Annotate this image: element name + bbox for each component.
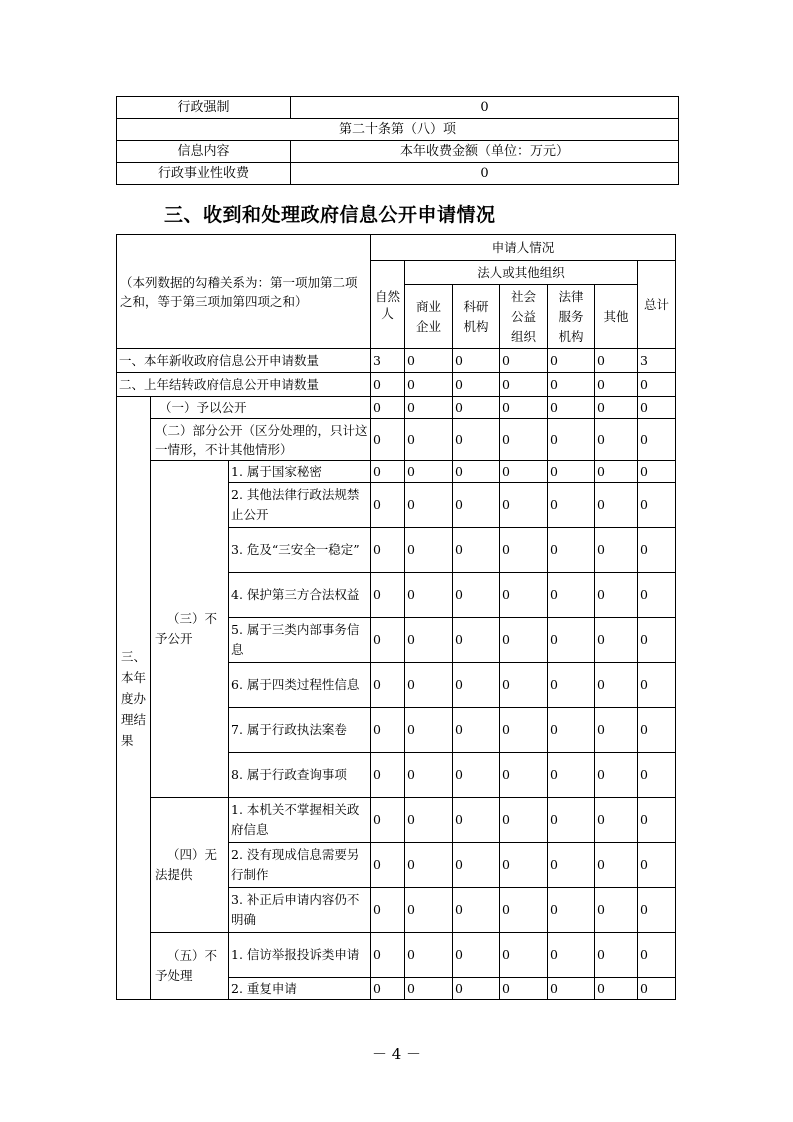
value-cell: 0 (595, 753, 638, 798)
value-cell: 0 (405, 933, 453, 978)
value-cell: 0 (638, 528, 676, 573)
value-cell: 0 (371, 528, 405, 573)
row-label: （二）部分公开（区分处理的，只计这一情形，不计其他情形） (151, 419, 371, 461)
value-cell: 0 (453, 397, 500, 419)
value-cell: 0 (500, 528, 548, 573)
value-cell: 0 (638, 888, 676, 933)
value-cell: 0 (638, 663, 676, 708)
row-label: 信息内容 (117, 141, 291, 163)
value-cell: 0 (371, 753, 405, 798)
value-cell: 0 (453, 888, 500, 933)
row-label: 1. 属于国家秘密 (229, 461, 371, 483)
row-label: 3. 补正后申请内容仍不明确 (229, 888, 371, 933)
value-cell: 0 (638, 708, 676, 753)
header-legal-group: 法人或其他组织 (405, 261, 638, 285)
value-cell: 0 (548, 753, 595, 798)
table-row (117, 119, 679, 141)
main-table (116, 234, 676, 1000)
header-note: （本列数据的勾稽关系为：第一项加第二项之和，等于第三项加第四项之和） (117, 235, 371, 349)
value-cell: 0 (548, 528, 595, 573)
row-label: 2. 其他法律行政法规禁止公开 (229, 483, 371, 528)
value-cell: 0 (371, 798, 405, 843)
table-row (117, 419, 676, 461)
value-cell: 0 (638, 933, 676, 978)
value-cell: 0 (595, 373, 638, 397)
value-cell: 0 (405, 708, 453, 753)
page-number: － 4 － (371, 1045, 422, 1063)
value-cell: 0 (638, 461, 676, 483)
table-row (117, 141, 679, 163)
value-cell: 0 (500, 349, 548, 373)
row-label: 3. 危及“三安全一稳定” (229, 528, 371, 573)
value-cell: 0 (500, 708, 548, 753)
value-cell: 0 (548, 798, 595, 843)
row-label: 二、上年结转政府信息公开申请数量 (117, 373, 371, 397)
row-label: 6. 属于四类过程性信息 (229, 663, 371, 708)
header-natural: 自然人 (371, 261, 405, 349)
value-cell: 0 (548, 663, 595, 708)
value-cell: 3 (638, 349, 676, 373)
value-cell: 0 (405, 419, 453, 461)
value-cell: 0 (371, 483, 405, 528)
value-cell: 0 (405, 978, 453, 1000)
group-label: （三）不予公开 (151, 461, 229, 798)
value-cell: 0 (453, 349, 500, 373)
value-cell: 0 (548, 618, 595, 663)
value-cell: 0 (371, 978, 405, 1000)
header-social: 社会公益组织 (500, 285, 548, 349)
value-cell: 0 (453, 528, 500, 573)
value-cell: 0 (371, 419, 405, 461)
value-cell: 0 (548, 461, 595, 483)
value-cell: 0 (548, 573, 595, 618)
value-cell: 0 (453, 461, 500, 483)
row-label: 2. 重复申请 (229, 978, 371, 1000)
value-cell: 0 (500, 573, 548, 618)
value-cell: 0 (453, 373, 500, 397)
value-cell: 0 (595, 461, 638, 483)
row-value: 本年收费金额（单位：万元） (291, 141, 679, 163)
value-cell: 0 (453, 483, 500, 528)
value-cell: 0 (548, 888, 595, 933)
row-label: 1. 本机关不掌握相关政府信息 (229, 798, 371, 843)
value-cell: 0 (405, 483, 453, 528)
value-cell: 0 (500, 933, 548, 978)
value-cell: 0 (371, 843, 405, 888)
value-cell: 0 (453, 419, 500, 461)
value-cell: 0 (453, 798, 500, 843)
value-cell: 0 (405, 798, 453, 843)
value-cell: 0 (500, 461, 548, 483)
table-row (117, 461, 676, 483)
value-cell: 0 (548, 708, 595, 753)
value-cell: 0 (638, 483, 676, 528)
value-cell: 0 (595, 483, 638, 528)
table-row (117, 235, 676, 261)
value-cell: 0 (595, 528, 638, 573)
header-other: 其他 (595, 285, 638, 349)
value-cell: 0 (453, 843, 500, 888)
row-value: 0 (291, 163, 679, 185)
value-cell: 0 (595, 397, 638, 419)
value-cell: 3 (371, 349, 405, 373)
row-label: 7. 属于行政执法案卷 (229, 708, 371, 753)
value-cell: 0 (638, 753, 676, 798)
value-cell: 0 (548, 933, 595, 978)
value-cell: 0 (500, 978, 548, 1000)
group-label: （五）不予处理 (151, 933, 229, 1000)
value-cell: 0 (595, 843, 638, 888)
value-cell: 0 (638, 573, 676, 618)
value-cell: 0 (500, 483, 548, 528)
value-cell: 0 (453, 663, 500, 708)
value-cell: 0 (638, 419, 676, 461)
value-cell: 0 (638, 618, 676, 663)
value-cell: 0 (548, 978, 595, 1000)
row-label: 5. 属于三类内部事务信息 (229, 618, 371, 663)
header-research: 科研机构 (453, 285, 500, 349)
value-cell: 0 (405, 349, 453, 373)
value-cell: 0 (371, 888, 405, 933)
value-cell: 0 (405, 528, 453, 573)
value-cell: 0 (371, 461, 405, 483)
value-cell: 0 (371, 663, 405, 708)
value-cell: 0 (500, 397, 548, 419)
table-row (117, 397, 676, 419)
table-row (117, 163, 679, 185)
value-cell: 0 (405, 573, 453, 618)
value-cell: 0 (595, 798, 638, 843)
row-label: 8. 属于行政查询事项 (229, 753, 371, 798)
row-span: 第二十条第（八）项 (117, 119, 679, 141)
table-row (117, 349, 676, 373)
value-cell: 0 (405, 888, 453, 933)
row-label: 2. 没有现成信息需要另行制作 (229, 843, 371, 888)
value-cell: 0 (595, 573, 638, 618)
value-cell: 0 (595, 888, 638, 933)
value-cell: 0 (405, 373, 453, 397)
row-label: 行政强制 (117, 97, 291, 119)
value-cell: 0 (638, 373, 676, 397)
value-cell: 0 (548, 349, 595, 373)
value-cell: 0 (371, 373, 405, 397)
value-cell: 0 (405, 843, 453, 888)
group-label: （四）无法提供 (151, 798, 229, 933)
value-cell: 0 (500, 663, 548, 708)
value-cell: 0 (548, 419, 595, 461)
value-cell: 0 (638, 397, 676, 419)
value-cell: 0 (595, 618, 638, 663)
value-cell: 0 (453, 933, 500, 978)
row-label: （一）予以公开 (151, 397, 371, 419)
value-cell: 0 (500, 888, 548, 933)
value-cell: 0 (638, 798, 676, 843)
value-cell: 0 (595, 708, 638, 753)
value-cell: 0 (548, 373, 595, 397)
row-label: 行政事业性收费 (117, 163, 291, 185)
table-row (117, 373, 676, 397)
value-cell: 0 (371, 933, 405, 978)
value-cell: 0 (500, 419, 548, 461)
value-cell: 0 (453, 708, 500, 753)
table-row (117, 97, 679, 119)
value-cell: 0 (405, 397, 453, 419)
table-row (117, 798, 676, 843)
value-cell: 0 (595, 663, 638, 708)
table-row (117, 933, 676, 978)
header-total: 总计 (638, 261, 676, 349)
value-cell: 0 (405, 663, 453, 708)
top-table (116, 96, 679, 185)
row-value: 0 (291, 97, 679, 119)
section-heading: 三、收到和处理政府信息公开申请情况 (164, 204, 496, 226)
value-cell: 0 (453, 753, 500, 798)
value-cell: 0 (638, 843, 676, 888)
value-cell: 0 (405, 461, 453, 483)
value-cell: 0 (371, 708, 405, 753)
value-cell: 0 (405, 618, 453, 663)
value-cell: 0 (500, 843, 548, 888)
value-cell: 0 (500, 373, 548, 397)
row-label: 一、本年新收政府信息公开申请数量 (117, 349, 371, 373)
header-commercial: 商业企业 (405, 285, 453, 349)
value-cell: 0 (371, 397, 405, 419)
header-applicant: 申请人情况 (371, 235, 676, 261)
section3-label: 三、本年度办理结果 (117, 397, 151, 1000)
value-cell: 0 (371, 573, 405, 618)
row-label: 4. 保护第三方合法权益 (229, 573, 371, 618)
value-cell: 0 (500, 798, 548, 843)
value-cell: 0 (595, 419, 638, 461)
header-legal-service: 法律服务机构 (548, 285, 595, 349)
value-cell: 0 (638, 978, 676, 1000)
value-cell: 0 (548, 397, 595, 419)
row-label: 1. 信访举报投诉类申请 (229, 933, 371, 978)
value-cell: 0 (405, 753, 453, 798)
value-cell: 0 (500, 753, 548, 798)
value-cell: 0 (595, 933, 638, 978)
value-cell: 0 (548, 483, 595, 528)
value-cell: 0 (371, 618, 405, 663)
value-cell: 0 (500, 618, 548, 663)
value-cell: 0 (453, 573, 500, 618)
value-cell: 0 (453, 978, 500, 1000)
value-cell: 0 (548, 843, 595, 888)
value-cell: 0 (595, 349, 638, 373)
value-cell: 0 (595, 978, 638, 1000)
value-cell: 0 (453, 618, 500, 663)
